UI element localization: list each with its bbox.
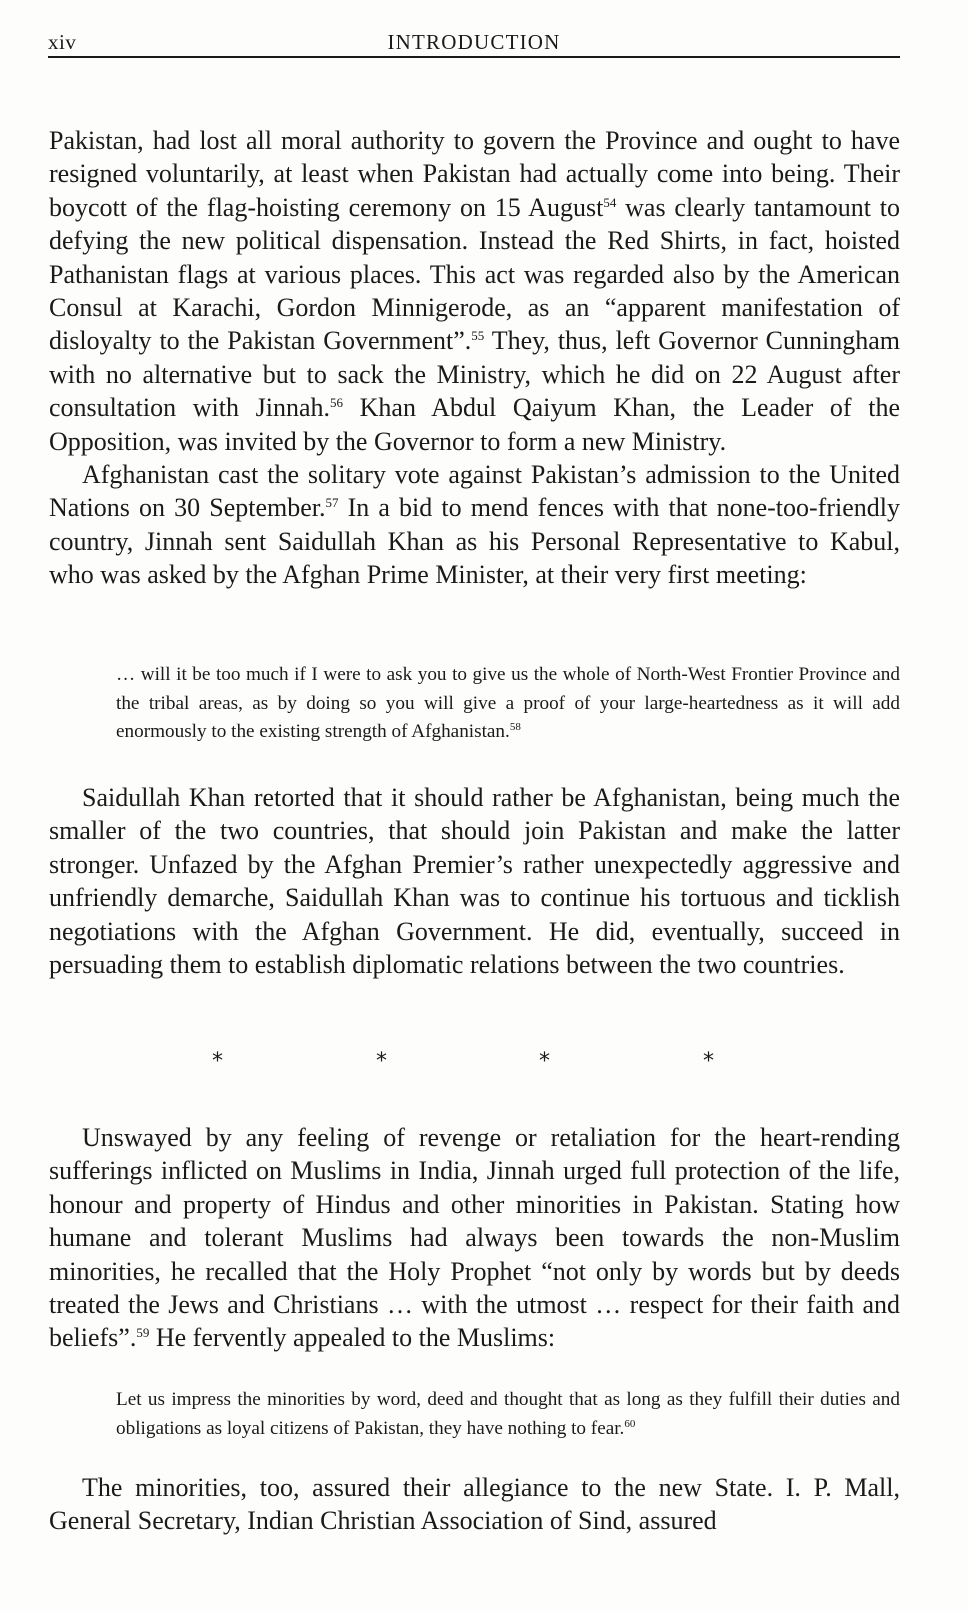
page-number: xiv [48,30,77,54]
section-1-continuation [49,781,900,981]
quote-text: … will it be too much if I were to ask you to give us the whole of North-West Frontier Province and the tribal areas, as by doing so you will give a proof of your large-heartedness as it will add enormously to the existing strength of Afghanistan. [116,664,900,743]
footnote-ref-54: 54 [603,194,617,210]
page-header [48,26,900,58]
text-run: In a bid to mend fences with that none-too-friendly country, Jinnah sent Saidullah Khan as his Personal Representative to Kabul, who was asked by the Afghan Prime Minister, at their very first meeting: [49,493,900,590]
footnote-ref-60: 60 [624,1417,636,1430]
text-run: Unswayed by any feeling of revenge or retaliation for the heart-rending sufferings inflicted on Muslims in India, Jinnah urged full protection of the life, honour and property of Hindus and other minorities in Pakistan. Stating how humane and tolerant Muslims had always been towards the non-Muslim minorities, he recalled that the Holy Prophet “not only by words but by deeds treated the Jews and Christians … with the utmost … respect for their faith and beliefs”. [49,1123,900,1353]
footnote-ref-56: 56 [330,395,343,411]
text-run: Khan Abdul Qaiyum Khan, the Leader of the Opposition, was invited by the Governor to form a new Ministry. [49,393,900,456]
section-separator [0,1049,968,1073]
paragraph-1 [49,124,900,458]
section-1-text [49,124,900,592]
running-head: INTRODUCTION [387,30,561,54]
section-2-text [49,1121,900,1355]
paragraph-4 [49,1121,900,1355]
separator-star: * [212,1049,223,1074]
footnote-ref-55: 55 [471,328,485,344]
footnote-ref-57: 57 [325,495,339,511]
text-run: He fervently appealed to the Muslims: [149,1323,556,1353]
separator-star: * [376,1049,387,1074]
separator-star: * [703,1049,714,1074]
section-2-continuation [49,1471,900,1538]
text-run: They, thus, left Governor Cunningham with no alternative but to sack the Ministry, which he did on 22 August after consultation with Jinnah. [49,326,900,423]
quote-text: Let us impress the minorities by word, deed and thought that as long as they fulfill their duties and obligations as loyal citizens of Pakistan, they have nothing to fear. [116,1389,900,1439]
text-run: was clearly tantamount to defying the new political dispensation. Instead the Red Shirts, in fact, hoisted Pathanistan flags at various places. This act was regarded also by the American Consul at Karachi, Gordon Minnigerode, as an “apparent manifestation of disloyalty to the Pakistan Government”. [49,192,901,356]
paragraph-3: Saidullah Khan retorted that it should rather be Afghanistan, being much the smaller of the two countries, that should join Pakistan and make the latter stronger. Unfazed by the Afghan Premier’s rather unexpectedly aggressive and unfriendly demarche, Saidullah Khan was to continue his tortuous and ticklish negotiations with the Afghan Government. He did, eventually, succeed in persuading them to establish diplomatic relations between the two countries. [49,783,900,980]
block-quote-2 [116,1386,900,1443]
separator-star: * [539,1049,550,1074]
text-run: Pakistan, had lost all moral authority to govern the Province and ought to have resigned voluntarily, at least when Pakistan had actually come into being. Their boycott of the flag-hoisting ceremony on 15 August [49,126,900,222]
text-run: Afghanistan cast the solitary vote against Pakistan’s admission to the United Nations on 30 September. [49,460,900,523]
paragraph-5: The minorities, too, assured their allegiance to the new State. I. P. Mall, General Secretary, Indian Christian Association of Sind, assured [49,1473,900,1536]
block-quote-1 [116,661,900,747]
footnote-ref-59: 59 [136,1325,150,1341]
paragraph-2 [49,458,900,592]
footnote-ref-58: 58 [509,721,521,734]
